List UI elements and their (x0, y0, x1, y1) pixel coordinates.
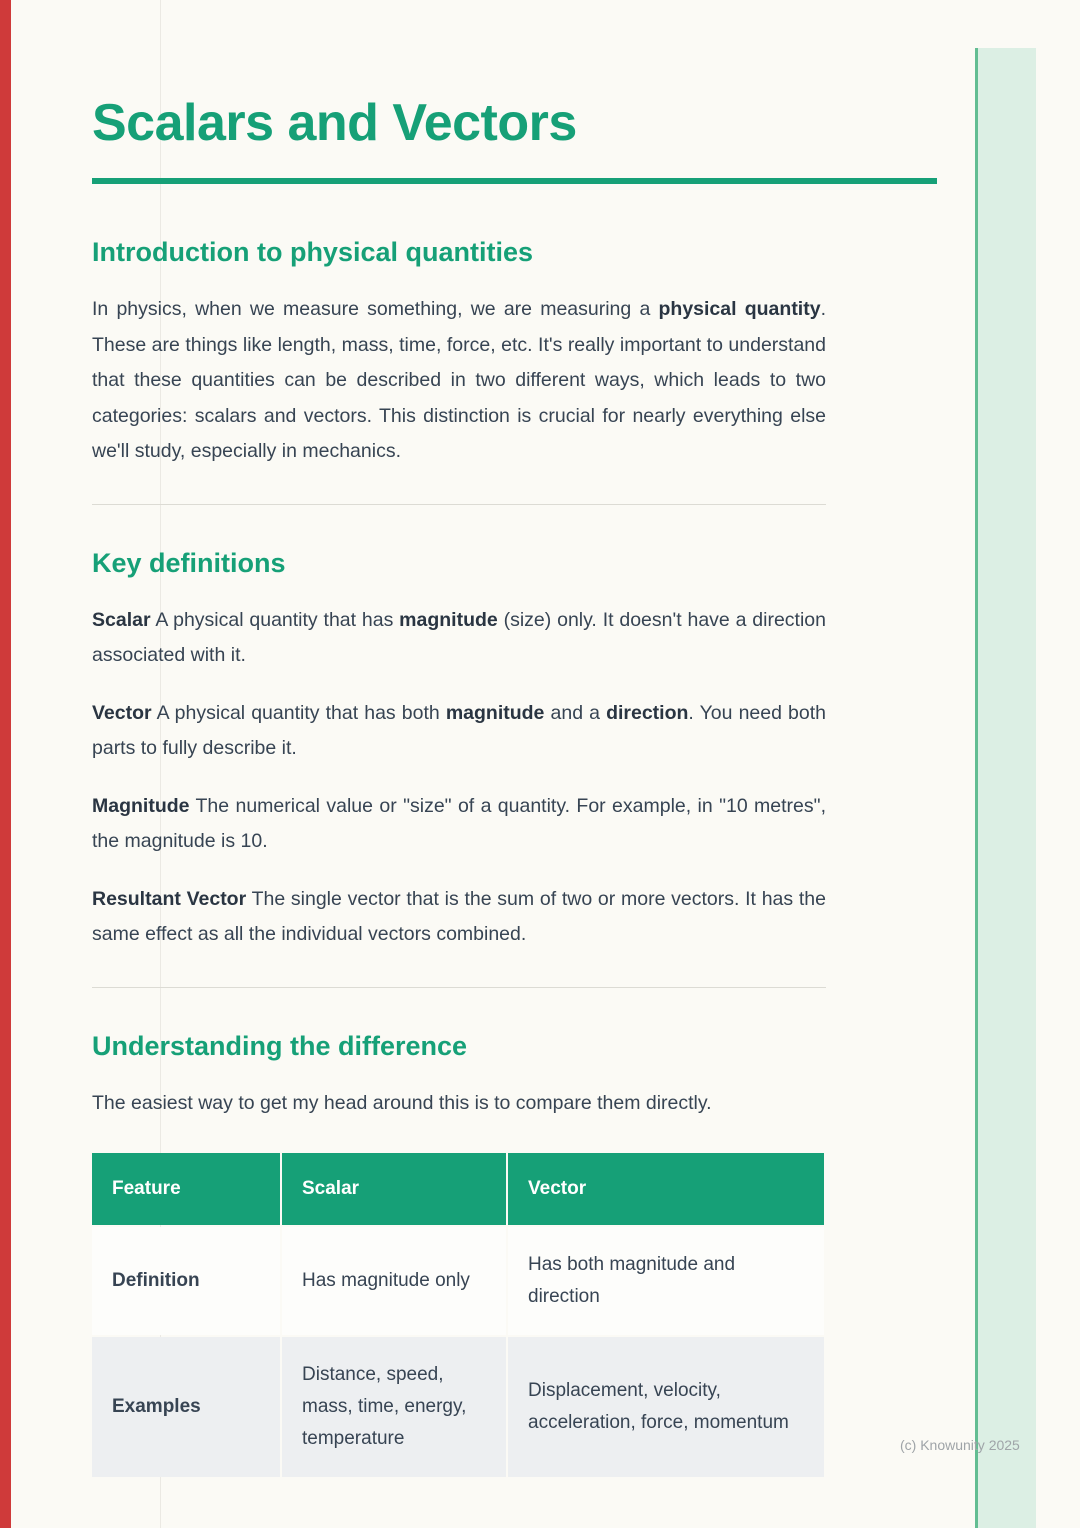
section-heading-introduction: Introduction to physical quantities (92, 237, 534, 267)
page-title: Scalars and Vectors (92, 94, 577, 152)
definition-scalar (92, 603, 826, 674)
table-row-definition (92, 1227, 824, 1335)
red-margin-stripe (0, 0, 11, 1528)
copyright-notice: (c) Knowunity 2025 (900, 1437, 1020, 1453)
cell-examples-vector: Displacement, velocity, acceleration, force, momentum (508, 1337, 824, 1477)
comparison-table (90, 1151, 826, 1479)
table-row-examples (92, 1337, 824, 1477)
section-divider (92, 504, 826, 505)
text-segment: . You need both parts to fully describe it. (92, 701, 827, 759)
bold-text-segment: magnitude (399, 608, 498, 631)
bold-text-segment: Magnitude (92, 794, 190, 817)
table-header-feature: Feature (92, 1153, 280, 1225)
text-segment: and a (544, 701, 607, 724)
text-segment: The numerical value or "size" of a quantity. For example, in "10 metres", the magnitude is 10. (92, 794, 826, 852)
text-segment: (size) only. It doesn't have a direction associated with it. (92, 608, 826, 666)
difference-intro-paragraph (92, 1086, 826, 1122)
green-margin-stripe (975, 48, 1036, 1528)
definition-resultant-vector (92, 882, 826, 953)
section-heading-difference: Understanding the difference (92, 1030, 468, 1061)
table-header-scalar: Scalar (282, 1153, 506, 1225)
bold-text-segment: Scalar (92, 608, 151, 631)
definition-magnitude (92, 789, 826, 860)
bold-text-segment: direction (606, 701, 689, 724)
title-underline (92, 178, 937, 184)
text-segment: In physics, when we measure something, we are measuring a (92, 298, 659, 320)
table-header-row (92, 1153, 824, 1225)
text-segment: A physical quantity that has (150, 608, 400, 631)
cell-examples-feature: Examples (92, 1337, 280, 1477)
cell-definition-feature: Definition (92, 1227, 280, 1335)
text-segment: The easiest way to get my head around this is to compare them directly. (92, 1091, 712, 1114)
table-header-vector: Vector (508, 1153, 824, 1225)
document-body (92, 234, 826, 1479)
cell-definition-scalar: Has magnitude only (282, 1227, 506, 1335)
cell-definition-vector: Has both magnitude and direction (508, 1227, 824, 1335)
cell-examples-scalar: Distance, speed, mass, time, energy, temperature (282, 1337, 506, 1477)
bold-text-segment: physical quantity (658, 298, 821, 320)
section-heading-definitions: Key definitions (92, 547, 286, 578)
text-segment: A physical quantity that has both (151, 701, 446, 724)
text-segment: The single vector that is the sum of two or more vectors. It has the same effect as all the individual vectors combined. (92, 887, 826, 945)
intro-paragraph (92, 292, 826, 470)
bold-text-segment: Vector (92, 701, 152, 724)
section-divider (92, 987, 826, 988)
text-segment: . These are things like length, mass, time, force, etc. It's really important to understand that these quantities can be described in two different ways, which leads to two categories: scalars and vectors. This distinction is crucial for nearly everything else we'll study, especially in mechanics. (92, 298, 826, 462)
definition-vector (92, 696, 826, 767)
bold-text-segment: Resultant Vector (92, 887, 247, 910)
bold-text-segment: magnitude (445, 701, 545, 724)
document-content (92, 0, 937, 1479)
